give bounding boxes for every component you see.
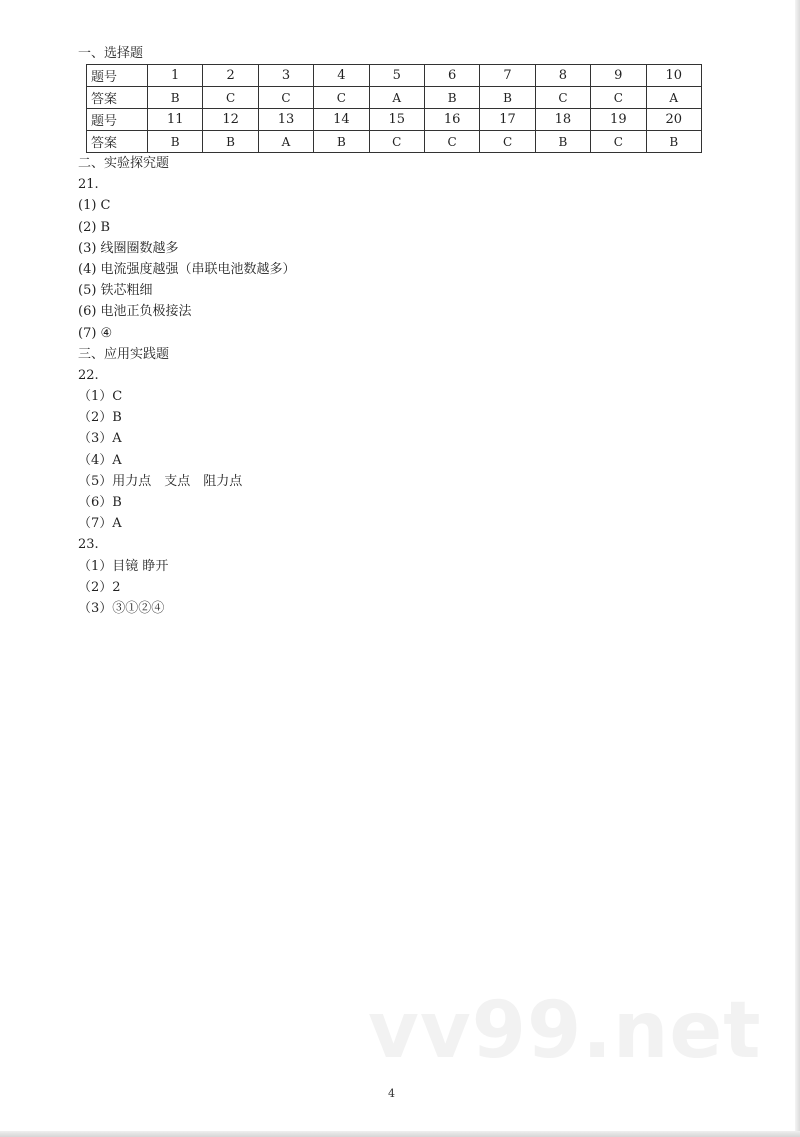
answer-cell: C [369, 131, 424, 153]
question-number-cell: 12 [203, 109, 258, 131]
watermark: vv99.net [368, 986, 762, 1076]
list-item: (4) 电流强度越强（串联电池数越多） [78, 261, 296, 277]
list-item: （2）B [78, 410, 122, 426]
question-number-cell: 13 [258, 109, 313, 131]
list-item: （3）A [78, 431, 122, 447]
question-number-cell: 20 [646, 109, 701, 131]
question-number-cell: 15 [369, 109, 424, 131]
answer-cell: C [535, 87, 590, 109]
answer-cell: C [591, 87, 646, 109]
list-item: （2）2 [78, 579, 121, 595]
list-item: （4）A [78, 452, 122, 468]
question-number-cell: 6 [424, 65, 479, 87]
answer-cell: C [314, 87, 369, 109]
question-number-cell: 2 [203, 65, 258, 87]
question-number-cell: 18 [535, 109, 590, 131]
answer-cell: B [480, 87, 535, 109]
list-item: (5) 铁芯粗细 [78, 283, 153, 299]
question-23-label: 23. [78, 537, 99, 553]
answer-cell: B [148, 131, 203, 153]
question-number-cell: 16 [424, 109, 479, 131]
page-edge-shadow [0, 1131, 800, 1137]
row-label-answer: 答案 [87, 87, 148, 109]
answer-cell: A [258, 131, 313, 153]
list-item: (7) ④ [78, 325, 113, 341]
question-number-cell: 4 [314, 65, 369, 87]
answer-cell: A [646, 87, 701, 109]
list-item: (1) C [78, 198, 111, 214]
question-number-cell: 9 [591, 65, 646, 87]
question-number-cell: 19 [591, 109, 646, 131]
question-21-label: 21. [78, 177, 99, 193]
answer-cell: C [424, 131, 479, 153]
list-item: （1）C [78, 389, 123, 405]
answer-cell: B [424, 87, 479, 109]
row-label-answer: 答案 [87, 131, 148, 153]
question-number-cell: 10 [646, 65, 701, 87]
answer-cell: C [258, 87, 313, 109]
question-22-label: 22. [78, 367, 99, 383]
answer-cell: C [480, 131, 535, 153]
list-item: （3）③①②④ [78, 600, 165, 616]
row-label-number: 题号 [87, 65, 148, 87]
table-row [87, 109, 702, 131]
row-label-number: 题号 [87, 109, 148, 131]
document-body [78, 44, 718, 619]
question-number-cell: 14 [314, 109, 369, 131]
answer-cell: A [369, 87, 424, 109]
section-1-title: 一、选择题 [78, 46, 144, 61]
answer-table [86, 64, 702, 153]
question-number-cell: 7 [480, 65, 535, 87]
question-number-cell: 17 [480, 109, 535, 131]
table-row [87, 131, 702, 153]
list-item: (3) 线圈圈数越多 [78, 240, 179, 256]
section-3-title: 三、应用实践题 [78, 346, 170, 362]
section-2-title: 二、实验探究题 [78, 156, 170, 171]
question-number-cell: 11 [148, 109, 203, 131]
answer-cell: C [591, 131, 646, 153]
table-row [87, 87, 702, 109]
list-item: （7）A [78, 516, 122, 532]
question-number-cell: 3 [258, 65, 313, 87]
page-number: 4 [388, 1087, 395, 1100]
question-number-cell: 8 [535, 65, 590, 87]
answer-cell: B [535, 131, 590, 153]
question-number-cell: 5 [369, 65, 424, 87]
answer-cell: B [646, 131, 701, 153]
list-item: （6）B [78, 495, 122, 510]
answer-cell: B [203, 131, 258, 153]
page-edge-shadow [795, 0, 800, 1137]
list-item: （1）目镜 睁开 [78, 558, 169, 574]
list-item: （5）用力点 支点 阻力点 [78, 473, 243, 489]
answer-cell: B [314, 131, 369, 153]
list-item: (2) B [78, 219, 111, 235]
answer-cell: B [148, 87, 203, 109]
table-row [87, 65, 702, 87]
question-number-cell: 1 [148, 65, 203, 87]
answer-cell: C [203, 87, 258, 109]
list-item: (6) 电池正负极接法 [78, 304, 192, 320]
